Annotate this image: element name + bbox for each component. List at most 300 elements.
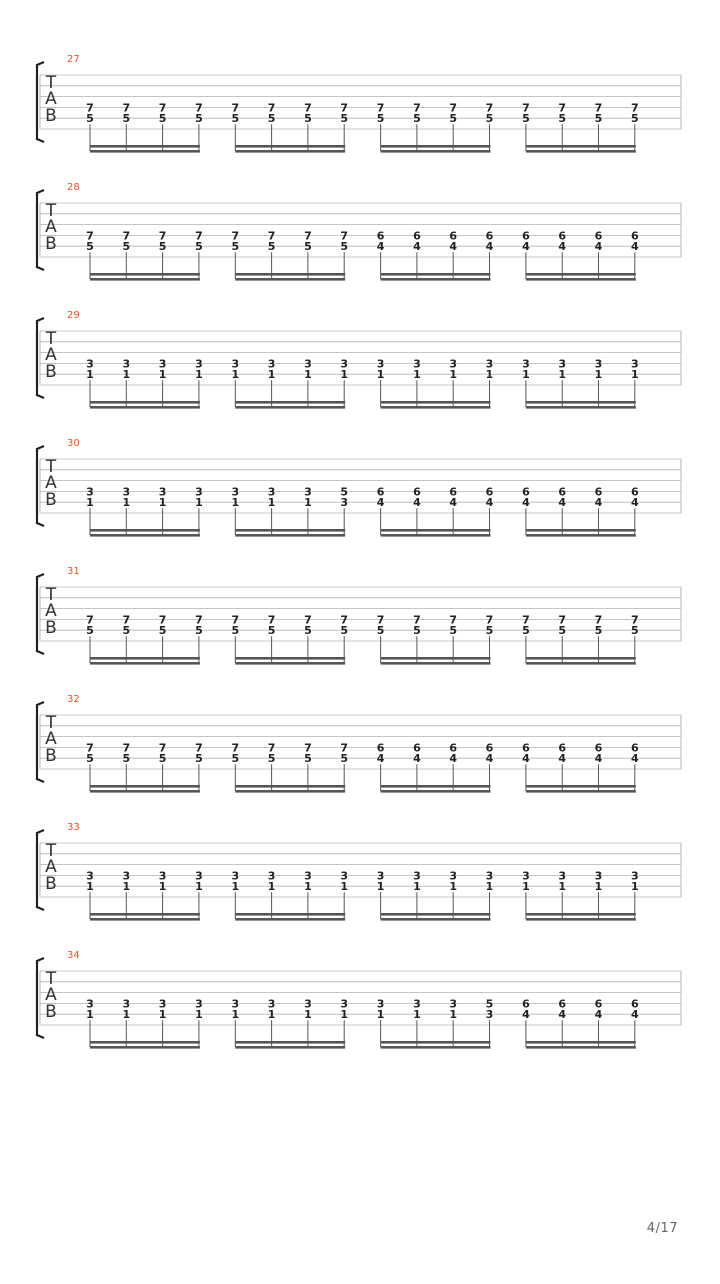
tab-clef-letter: B [45, 874, 57, 894]
fret-number: 5 [231, 752, 240, 766]
fret-number: 4 [522, 1008, 530, 1022]
fret-number: 7 [231, 613, 240, 627]
beam-secondary [90, 406, 200, 409]
fret-number: 1 [376, 368, 385, 382]
fret-number: 7 [376, 101, 385, 115]
fret-number: 1 [304, 368, 312, 382]
fret-number: 4 [558, 240, 567, 254]
fret-number: 7 [158, 229, 167, 243]
fret-number: 5 [195, 112, 203, 126]
fret-number: 3 [376, 869, 385, 883]
fret-number: 3 [158, 997, 167, 1011]
fret-number: 7 [195, 741, 203, 755]
tab-system [37, 310, 681, 409]
beam-primary [90, 913, 200, 916]
fret-number: 7 [340, 229, 349, 243]
fret-number: 1 [86, 368, 94, 382]
fret-number: 4 [522, 240, 530, 254]
fret-number: 3 [195, 869, 203, 883]
fret-number: 7 [413, 101, 421, 115]
fret-number: 1 [304, 880, 312, 894]
tab-clef-letter: B [45, 106, 57, 126]
fret-number: 3 [376, 357, 385, 371]
fret-number: 5 [158, 112, 167, 126]
fret-number: 1 [630, 368, 639, 382]
fret-number: 7 [267, 613, 276, 627]
fret-number: 4 [376, 752, 385, 766]
fret-number: 7 [267, 741, 276, 755]
fret-number: 5 [485, 624, 494, 638]
beam-primary [526, 145, 636, 148]
beam-primary [381, 145, 491, 148]
fret-number: 6 [449, 741, 458, 755]
fret-number: 1 [485, 880, 494, 894]
fret-number: 5 [158, 624, 167, 638]
beam-secondary [526, 150, 636, 153]
tab-clef-letter: T [45, 329, 57, 349]
beam-secondary [90, 790, 200, 793]
fret-number: 3 [122, 997, 131, 1011]
fret-number: 7 [195, 101, 203, 115]
fret-number: 5 [158, 752, 167, 766]
fret-number: 5 [267, 240, 276, 254]
fret-number: 3 [158, 485, 167, 499]
fret-number: 5 [122, 752, 131, 766]
fret-number: 7 [86, 741, 94, 755]
beam-primary [235, 273, 345, 276]
fret-number: 4 [594, 240, 603, 254]
beam-primary [381, 1041, 491, 1044]
fret-number: 5 [304, 752, 312, 766]
fret-number: 3 [449, 997, 458, 1011]
beam-primary [381, 529, 491, 532]
fret-number: 5 [630, 624, 639, 638]
fret-number: 3 [449, 869, 458, 883]
fret-number: 1 [195, 496, 203, 510]
beam-secondary [90, 662, 200, 665]
fret-number: 5 [376, 624, 385, 638]
beam-secondary [526, 278, 636, 281]
beam-secondary [235, 918, 345, 921]
fret-number: 1 [522, 880, 530, 894]
fret-number: 3 [630, 869, 639, 883]
tab-system [37, 694, 681, 793]
tab-clef-letter: A [45, 601, 57, 621]
fret-number: 3 [195, 997, 203, 1011]
fret-number: 5 [86, 752, 94, 766]
fret-number: 6 [376, 229, 385, 243]
fret-number: 6 [630, 997, 639, 1011]
fret-number: 7 [449, 101, 458, 115]
fret-number: 4 [449, 496, 458, 510]
fret-number: 1 [267, 368, 276, 382]
fret-number: 5 [413, 112, 421, 126]
fret-number: 7 [195, 613, 203, 627]
tab-system [37, 566, 681, 665]
tab-clef-letter: B [45, 746, 57, 766]
fret-number: 5 [122, 112, 131, 126]
fret-number: 7 [158, 741, 167, 755]
fret-number: 4 [485, 752, 494, 766]
fret-number: 5 [267, 624, 276, 638]
fret-number: 3 [558, 357, 567, 371]
measure-number: 27 [67, 54, 80, 65]
fret-number: 1 [594, 880, 603, 894]
beam-primary [90, 1041, 200, 1044]
fret-number: 5 [449, 112, 458, 126]
beam-primary [526, 913, 636, 916]
measure-number: 29 [67, 310, 80, 321]
beam-secondary [381, 278, 491, 281]
fret-number: 4 [594, 496, 603, 510]
tab-clef-letter: A [45, 985, 57, 1005]
fret-number: 7 [122, 741, 131, 755]
tab-clef-letter: A [45, 217, 57, 237]
fret-number: 3 [340, 997, 349, 1011]
fret-number: 7 [522, 613, 530, 627]
fret-number: 1 [594, 368, 603, 382]
fret-number: 5 [231, 112, 240, 126]
fret-number: 3 [122, 485, 131, 499]
beam-secondary [235, 406, 345, 409]
fret-number: 7 [558, 613, 567, 627]
fret-number: 1 [558, 368, 567, 382]
fret-number: 1 [485, 368, 494, 382]
page-number: 4/17 [646, 1221, 678, 1236]
fret-number: 3 [558, 869, 567, 883]
fret-number: 1 [122, 368, 131, 382]
fret-number: 5 [340, 240, 349, 254]
beam-primary [90, 657, 200, 660]
fret-number: 3 [86, 869, 94, 883]
fret-number: 6 [630, 741, 639, 755]
fret-number: 5 [558, 112, 567, 126]
beam-secondary [526, 790, 636, 793]
tab-clef-letter: T [45, 201, 57, 221]
fret-number: 5 [86, 240, 94, 254]
beam-secondary [381, 150, 491, 153]
fret-number: 4 [449, 240, 458, 254]
fret-number: 7 [267, 229, 276, 243]
beam-primary [235, 913, 345, 916]
beam-secondary [381, 534, 491, 537]
fret-number: 7 [340, 741, 349, 755]
measure-number: 30 [67, 438, 80, 449]
fret-number: 1 [449, 1008, 458, 1022]
fret-number: 5 [195, 624, 203, 638]
fret-number: 1 [158, 496, 167, 510]
beam-secondary [235, 278, 345, 281]
fret-number: 7 [231, 101, 240, 115]
fret-number: 7 [485, 613, 494, 627]
beam-primary [526, 401, 636, 404]
beam-secondary [381, 406, 491, 409]
beam-primary [381, 273, 491, 276]
fret-number: 1 [158, 880, 167, 894]
tab-clef-letter: A [45, 345, 57, 365]
beam-primary [90, 785, 200, 788]
fret-number: 1 [558, 880, 567, 894]
fret-number: 3 [340, 357, 349, 371]
fret-number: 1 [413, 368, 421, 382]
fret-number: 3 [340, 869, 349, 883]
fret-number: 3 [195, 485, 203, 499]
beam-primary [235, 657, 345, 660]
fret-number: 3 [594, 869, 603, 883]
fret-number: 4 [594, 1008, 603, 1022]
fret-number: 3 [267, 357, 276, 371]
tab-system [37, 182, 681, 281]
fret-number: 4 [485, 496, 494, 510]
fret-number: 1 [267, 880, 276, 894]
fret-number: 1 [158, 368, 167, 382]
fret-number: 7 [449, 613, 458, 627]
fret-number: 5 [558, 624, 567, 638]
fret-number: 6 [594, 229, 603, 243]
fret-number: 1 [449, 880, 458, 894]
fret-number: 1 [86, 880, 94, 894]
tab-system [37, 438, 681, 537]
tab-clef-letter: T [45, 73, 57, 93]
fret-number: 6 [522, 229, 530, 243]
fret-number: 6 [558, 741, 567, 755]
fret-number: 5 [158, 240, 167, 254]
fret-number: 5 [304, 240, 312, 254]
fret-number: 6 [594, 997, 603, 1011]
fret-number: 7 [304, 101, 312, 115]
beam-primary [526, 529, 636, 532]
fret-number: 1 [267, 1008, 276, 1022]
beam-secondary [235, 534, 345, 537]
fret-number: 4 [630, 496, 639, 510]
fret-number: 5 [522, 112, 530, 126]
fret-number: 7 [376, 613, 385, 627]
fret-number: 1 [376, 880, 385, 894]
beam-primary [235, 529, 345, 532]
fret-number: 4 [376, 496, 385, 510]
fret-number: 5 [340, 752, 349, 766]
beam-primary [381, 401, 491, 404]
fret-number: 3 [158, 869, 167, 883]
fret-number: 3 [86, 485, 94, 499]
fret-number: 3 [231, 357, 240, 371]
beam-secondary [90, 278, 200, 281]
fret-number: 6 [449, 485, 458, 499]
beam-primary [235, 145, 345, 148]
fret-number: 3 [304, 357, 312, 371]
fret-number: 1 [86, 496, 94, 510]
fret-number: 7 [267, 101, 276, 115]
beam-secondary [235, 790, 345, 793]
fret-number: 5 [594, 112, 603, 126]
fret-number: 5 [413, 624, 421, 638]
fret-number: 3 [413, 997, 421, 1011]
measure-number: 32 [67, 694, 80, 705]
measure-number: 31 [67, 566, 80, 577]
fret-number: 6 [376, 485, 385, 499]
fret-number: 1 [231, 880, 240, 894]
tab-clef-letter: B [45, 362, 57, 382]
tab-clef-letter: B [45, 234, 57, 254]
fret-number: 6 [558, 229, 567, 243]
fret-number: 6 [630, 485, 639, 499]
fret-number: 5 [340, 112, 349, 126]
fret-number: 3 [122, 357, 131, 371]
fret-number: 3 [231, 869, 240, 883]
fret-number: 3 [86, 357, 94, 371]
fret-number: 4 [485, 240, 494, 254]
fret-number: 6 [485, 229, 494, 243]
tab-clef-letter: A [45, 89, 57, 109]
tab-system [37, 822, 681, 921]
fret-number: 7 [594, 101, 603, 115]
fret-number: 6 [376, 741, 385, 755]
fret-number: 6 [630, 229, 639, 243]
beam-secondary [90, 534, 200, 537]
fret-number: 6 [522, 997, 530, 1011]
beam-primary [90, 145, 200, 148]
beam-secondary [526, 406, 636, 409]
beam-secondary [90, 150, 200, 153]
fret-number: 6 [558, 485, 567, 499]
fret-number: 4 [376, 240, 385, 254]
fret-number: 3 [340, 496, 349, 510]
fret-number: 5 [267, 112, 276, 126]
beam-primary [526, 273, 636, 276]
fret-number: 3 [267, 485, 276, 499]
beam-primary [526, 657, 636, 660]
fret-number: 3 [304, 869, 312, 883]
fret-number: 5 [231, 624, 240, 638]
fret-number: 5 [195, 752, 203, 766]
fret-number: 5 [340, 485, 349, 499]
fret-number: 3 [413, 869, 421, 883]
fret-number: 7 [485, 101, 494, 115]
fret-number: 7 [231, 741, 240, 755]
fret-number: 4 [630, 1008, 639, 1022]
fret-number: 1 [158, 1008, 167, 1022]
beam-secondary [381, 1046, 491, 1049]
fret-number: 5 [267, 752, 276, 766]
fret-number: 7 [340, 613, 349, 627]
beam-secondary [526, 1046, 636, 1049]
tab-clef-letter: A [45, 857, 57, 877]
fret-number: 7 [86, 101, 94, 115]
fret-number: 4 [413, 496, 421, 510]
tab-clef-letter: T [45, 841, 57, 861]
fret-number: 7 [86, 613, 94, 627]
fret-number: 3 [86, 997, 94, 1011]
tab-clef-letter: T [45, 969, 57, 989]
fret-number: 3 [231, 485, 240, 499]
fret-number: 1 [413, 880, 421, 894]
beam-primary [90, 529, 200, 532]
fret-number: 5 [86, 112, 94, 126]
fret-number: 4 [558, 752, 567, 766]
fret-number: 3 [122, 869, 131, 883]
measure-number: 28 [67, 182, 80, 193]
tab-clef-letter: A [45, 729, 57, 749]
fret-number: 1 [122, 1008, 131, 1022]
fret-number: 3 [485, 869, 494, 883]
beam-primary [381, 913, 491, 916]
fret-number: 5 [231, 240, 240, 254]
fret-number: 7 [158, 101, 167, 115]
fret-number: 3 [304, 485, 312, 499]
fret-number: 5 [340, 624, 349, 638]
fret-number: 1 [413, 1008, 421, 1022]
fret-number: 7 [304, 229, 312, 243]
fret-number: 4 [413, 240, 421, 254]
beam-secondary [526, 918, 636, 921]
fret-number: 3 [522, 357, 530, 371]
fret-number: 5 [195, 240, 203, 254]
beam-secondary [235, 1046, 345, 1049]
fret-number: 3 [267, 997, 276, 1011]
fret-number: 1 [376, 1008, 385, 1022]
fret-number: 5 [485, 997, 494, 1011]
fret-number: 7 [122, 613, 131, 627]
beam-primary [90, 273, 200, 276]
fret-number: 7 [122, 229, 131, 243]
beam-primary [526, 785, 636, 788]
fret-number: 3 [304, 997, 312, 1011]
fret-number: 5 [122, 240, 131, 254]
measure-number: 33 [67, 822, 80, 833]
measure-number: 34 [67, 950, 80, 961]
beam-primary [381, 785, 491, 788]
fret-number: 6 [413, 741, 421, 755]
fret-number: 7 [413, 613, 421, 627]
tab-clef-letter: B [45, 1002, 57, 1022]
fret-number: 6 [413, 485, 421, 499]
beam-primary [235, 1041, 345, 1044]
fret-number: 6 [449, 229, 458, 243]
tab-clef-letter: A [45, 473, 57, 493]
fret-number: 1 [231, 368, 240, 382]
fret-number: 6 [485, 741, 494, 755]
fret-number: 3 [485, 357, 494, 371]
beam-primary [526, 1041, 636, 1044]
fret-number: 4 [594, 752, 603, 766]
beam-secondary [526, 662, 636, 665]
fret-number: 7 [340, 101, 349, 115]
fret-number: 1 [304, 1008, 312, 1022]
fret-number: 4 [449, 752, 458, 766]
fret-number: 3 [413, 357, 421, 371]
fret-number: 3 [522, 869, 530, 883]
fret-number: 4 [413, 752, 421, 766]
beam-secondary [235, 662, 345, 665]
tab-clef-letter: T [45, 457, 57, 477]
fret-number: 5 [376, 112, 385, 126]
fret-number: 1 [522, 368, 530, 382]
fret-number: 1 [231, 496, 240, 510]
fret-number: 3 [594, 357, 603, 371]
fret-number: 7 [195, 229, 203, 243]
beam-secondary [381, 790, 491, 793]
fret-number: 5 [630, 112, 639, 126]
fret-number: 1 [340, 368, 349, 382]
fret-number: 1 [195, 1008, 203, 1022]
fret-number: 3 [195, 357, 203, 371]
fret-number: 7 [594, 613, 603, 627]
fret-number: 5 [594, 624, 603, 638]
fret-number: 1 [195, 368, 203, 382]
fret-number: 7 [630, 101, 639, 115]
fret-number: 3 [267, 869, 276, 883]
fret-number: 4 [630, 752, 639, 766]
